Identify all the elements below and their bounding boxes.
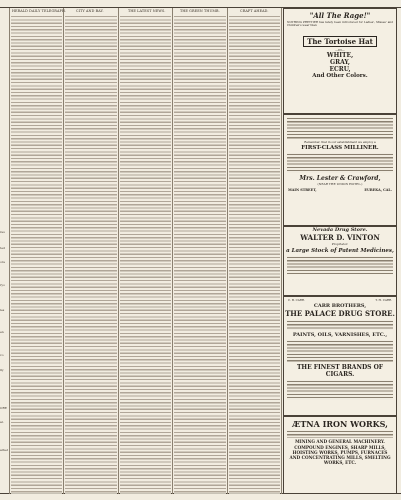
ad-hat-title: The Tortoise Hat — [303, 36, 377, 47]
masthead-col5: CRAFT AHEAD. — [240, 9, 269, 13]
masthead-col3: THE LATEST NEWS. — [128, 9, 166, 13]
ad-remember: Remember, that in our establishment we employ a — [304, 140, 376, 144]
ad-body-text — [287, 153, 393, 173]
ad-aetna-lines: COMPOUND ENGINES, SHARP MILLS, HOISTING WORKS, PUMPS, FURNACES AND CONCENTRATING MILLS, SMELTING WORKS, ETC. — [289, 445, 391, 465]
sidebar-fragment: ORE — [0, 406, 7, 410]
news-column-3 — [120, 15, 171, 494]
ad-color-gray: GRAY, — [329, 59, 351, 67]
ad-body-text — [287, 320, 393, 330]
masthead-col2: CITY AND BAY. — [76, 9, 104, 13]
ad-vinton-sub: Proprietor. — [331, 242, 349, 246]
sidebar-fragment: ore — [0, 260, 6, 264]
news-column-2 — [65, 15, 117, 494]
ad-palace-drug — [283, 296, 397, 416]
body-text-block — [174, 15, 226, 494]
ad-body-text — [287, 256, 393, 274]
column-rule — [118, 8, 119, 494]
ad-carr-brothers: CARR BROTHERS, — [313, 303, 367, 309]
column-rule — [63, 8, 64, 494]
body-text-block — [229, 15, 280, 494]
sidebar-fragment: ted — [0, 246, 5, 250]
ad-drug-title: Nevada Drug Store. — [312, 227, 368, 233]
ad-in: —IN— — [335, 48, 345, 53]
news-column-4 — [174, 15, 226, 494]
ad-lester: Mrs. Lester & Crawford, — [299, 175, 381, 183]
sidebar-fragment: al. — [0, 420, 4, 424]
ad-aetna-sub: MINING AND GENERAL MACHINERY. — [295, 439, 385, 444]
ad-address-city: EUREKA, CAL. — [364, 188, 392, 193]
ad-aetna-title: ÆTNA IRON WORKS, — [292, 419, 388, 429]
ad-intro: NOTHING PRETTIER has lately been introduced for Ladies', Misses' and Children's wear than — [287, 20, 393, 28]
ad-color-ecru: ECRU, — [329, 66, 351, 74]
ad-paints: PAINTS, OILS, VARNISHES, ETC., — [292, 332, 388, 338]
ad-body-text — [287, 430, 393, 438]
masthead-col1: HERALD DAILY TELEGRAPH. — [12, 9, 67, 13]
sidebar-fragment: ryo — [0, 283, 5, 287]
ad-body-text — [287, 117, 393, 139]
column-rule — [172, 8, 173, 494]
ad-drug-store — [283, 226, 397, 296]
ad-color-white: WHITE, — [326, 52, 354, 60]
ad-color-other: And Other Colors. — [312, 73, 368, 80]
ad-headline: "All The Rage!" — [309, 11, 371, 20]
ad-carr-name-1: C. B. CARR. — [288, 298, 305, 302]
column-rule — [227, 8, 228, 494]
ad-palace-title: THE PALACE DRUG STORE. — [285, 309, 395, 318]
ad-body-text — [287, 380, 393, 400]
column-rule — [281, 8, 282, 494]
ad-stock: a Large Stock of Patent Medicines, — [286, 248, 394, 254]
ad-carr-name-2: T. H. CARR. — [375, 298, 392, 302]
sidebar-fragment: arket — [0, 448, 9, 452]
news-column-1 — [11, 15, 62, 494]
sidebar-fragment: res — [0, 230, 5, 234]
body-text-block — [11, 15, 62, 494]
ad-milliner — [283, 114, 397, 226]
ad-address-street: MAIN STREET, — [288, 188, 317, 193]
ad-lester-sub: (NEAR THE UNION HOTEL.) — [317, 182, 363, 187]
body-text-block — [120, 15, 171, 494]
left-edge-fragments — [0, 8, 8, 494]
masthead-col4: THE GREEN THUMB. — [180, 9, 220, 13]
ad-tortoise-hat — [283, 8, 397, 114]
ad-aetna-iron — [283, 416, 397, 494]
body-text-block — [65, 15, 117, 494]
ad-body-text — [287, 340, 393, 362]
sidebar-fragment: lly — [0, 368, 4, 372]
column-rule — [9, 8, 10, 494]
sidebar-fragment: en — [0, 330, 4, 334]
ad-milliner-title: FIRST-CLASS MILLINER. — [301, 145, 379, 152]
ad-vinton: WALTER D. VINTON — [300, 233, 380, 242]
ad-cigars: THE FINEST BRANDS OF CIGARS. — [296, 364, 384, 378]
news-column-5 — [229, 15, 280, 494]
sidebar-fragment: les — [0, 308, 5, 312]
sidebar-fragment: vo — [0, 353, 4, 357]
